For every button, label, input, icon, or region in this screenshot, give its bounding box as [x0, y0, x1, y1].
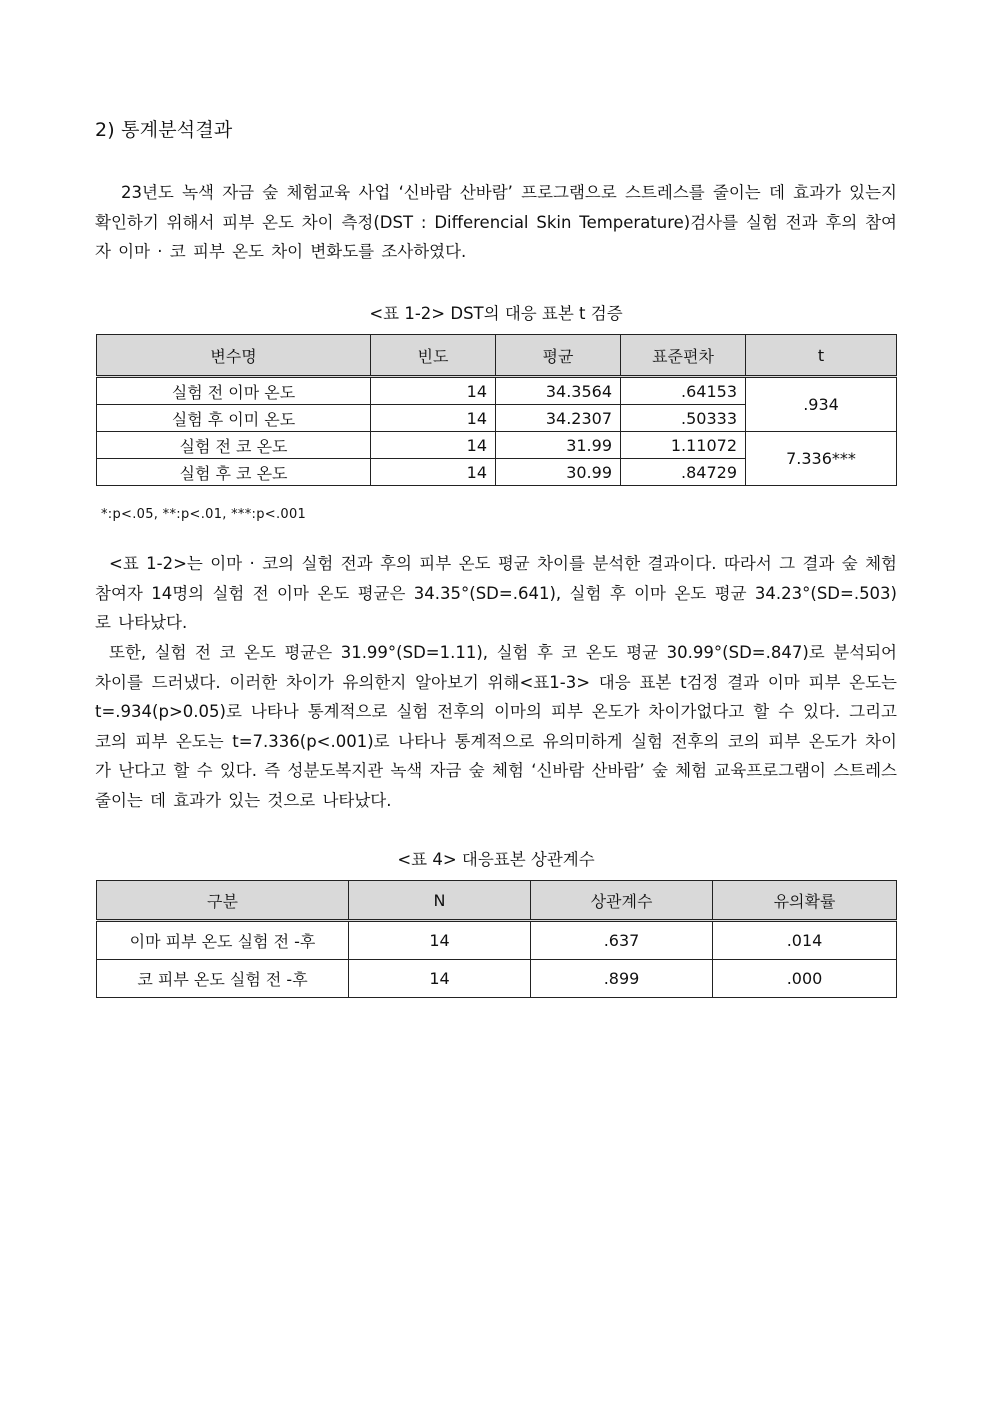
header-sd: 표준편차 [621, 335, 746, 377]
row-corr: .637 [531, 921, 713, 960]
row-mean: 30.99 [496, 459, 621, 486]
header-category: 구분 [97, 881, 349, 921]
intro-paragraph: 23년도 녹색 자금 숲 체험교육 사업 ‘신바람 산바람’ 프로그램으로 스트레스를 줄이는 데 효과가 있는지 확인하기 위해서 피부 온도 차이 측정(DST : Differencial Skin Temperature)검사를 실험 전과 후의 참여자 이마 · 코 피부 온도 차이 변화도를 조사하였다. [95, 183, 897, 261]
table-row [97, 377, 897, 405]
row-sd: 1.11072 [621, 432, 746, 459]
row-name: 코 피부 온도 실험 전 -후 [97, 960, 349, 998]
row-freq: 14 [371, 459, 496, 486]
header-n: N [349, 881, 531, 921]
row-name: 실험 전 이마 온도 [97, 377, 371, 405]
row-freq: 14 [371, 377, 496, 405]
row-freq: 14 [371, 432, 496, 459]
row-n: 14 [349, 921, 531, 960]
header-correlation: 상관계수 [531, 881, 713, 921]
header-frequency: 빈도 [371, 335, 496, 377]
header-t: t [746, 335, 897, 377]
row-name: 이마 피부 온도 실험 전 -후 [97, 921, 349, 960]
header-variable: 변수명 [97, 335, 371, 377]
row-mean: 34.2307 [496, 405, 621, 432]
row-sd: .84729 [621, 459, 746, 486]
row-freq: 14 [371, 405, 496, 432]
table-header-row [97, 881, 897, 921]
row-mean: 34.3564 [496, 377, 621, 405]
result-paragraph: <표 1-2>는 이마 · 코의 실험 전과 후의 피부 온도 평균 차이를 분석한 결과이다. 따라서 그 결과 숲 체험 참여자 14명의 실험 전 이마 온도 평균은 34.35°(SD=.641), 실험 후 이마 온도 평균 34.23°(SD=.503)로 나타났다. [95, 554, 897, 632]
row-sd: .50333 [621, 405, 746, 432]
correlation-table [96, 880, 897, 998]
table-row [97, 960, 897, 998]
row-name: 실험 후 코 온도 [97, 459, 371, 486]
table-row [97, 432, 897, 459]
row-name: 실험 후 이미 온도 [97, 405, 371, 432]
table1-caption: <표 1-2> DST의 대응 표본 t 검증 [369, 304, 623, 323]
header-significance: 유의확률 [713, 881, 897, 921]
row-sig: .000 [713, 960, 897, 998]
significance-note: *:p<.05, **:p<.01, ***:p<.001 [101, 507, 307, 522]
table-row [97, 921, 897, 960]
table-header-row [97, 335, 897, 377]
row-mean: 31.99 [496, 432, 621, 459]
row-sig: .014 [713, 921, 897, 960]
row-n: 14 [349, 960, 531, 998]
row-corr: .899 [531, 960, 713, 998]
row-sd: .64153 [621, 377, 746, 405]
analysis-paragraph: 또한, 실험 전 코 온도 평균은 31.99°(SD=1.11), 실험 후 코 온도 평균 30.99°(SD=.847)로 분석되어 차이를 드러냈다. 이러한 차이가 유의한지 알아보기 위해<표1-3> 대응 표본 t검정 결과 이마 피부 온도는 t=.934(p>0.05)로 나타나 통계적으로 실험 전후의 이마의 피부 온도가 차이가없다고 할 수 있다. 그리고 코의 피부 온도는 t=7.336(p<.001)로 나타나 통계적으로 유의미하게 실험 전후의 코의 피부 온도가 차이가 난다고 할 수 있다. 즉 성분도복지관 녹색 자금 숲 체험 ‘신바람 산바람’ 숲 체험 교육프로그램이 스트레스 줄이는 데 효과가 있는 것으로 나타났다. [95, 643, 897, 810]
t-value-forehead: .934 [746, 377, 897, 432]
header-mean: 평균 [496, 335, 621, 377]
row-name: 실험 전 코 온도 [97, 432, 371, 459]
table2-caption: <표 4> 대응표본 상관계수 [397, 850, 595, 869]
t-value-nose: 7.336*** [746, 432, 897, 486]
dst-t-test-table [96, 334, 897, 486]
section-title: 2) 통계분석결과 [95, 119, 233, 141]
